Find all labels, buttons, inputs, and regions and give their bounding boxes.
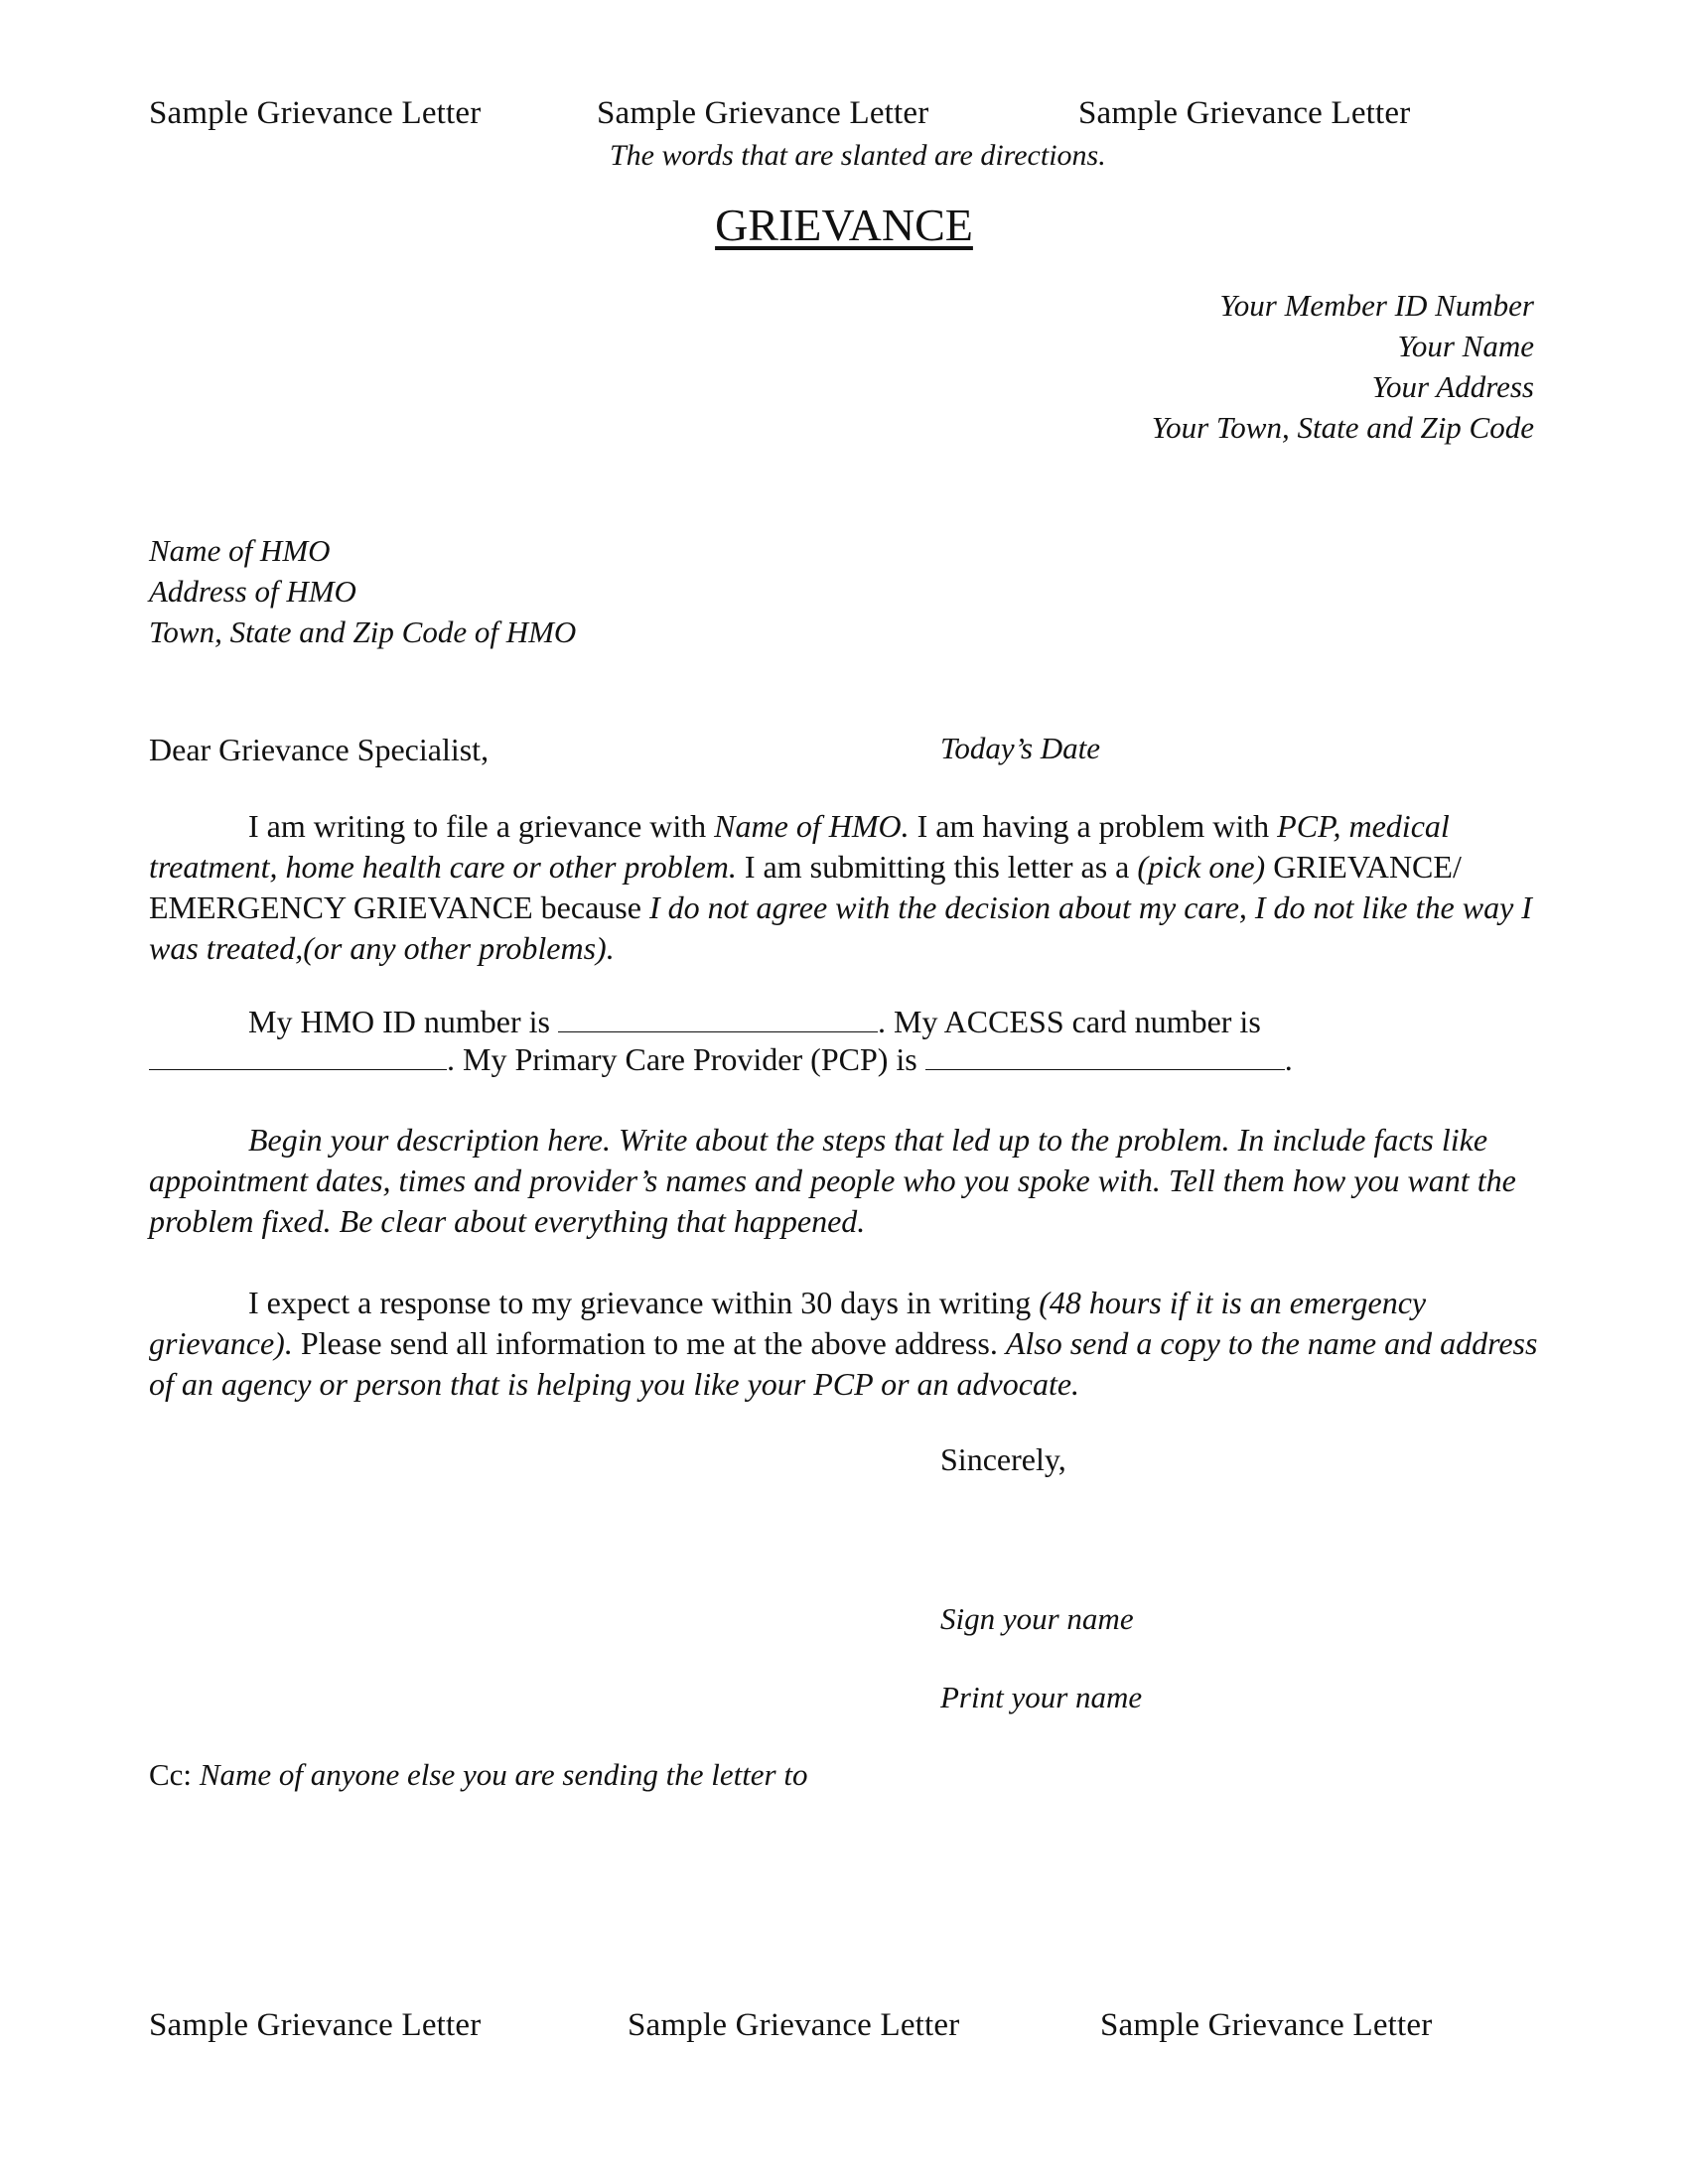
- recipient-name: Name of HMO: [149, 533, 331, 568]
- footer-left: Sample Grievance Letter: [149, 2007, 482, 2043]
- recipient-town: Town, State and Zip Code of HMO: [149, 614, 577, 649]
- sender-name: Your Name: [1397, 329, 1534, 363]
- print-line: Print your name: [940, 1680, 1143, 1714]
- recipient-address: Address of HMO: [149, 574, 356, 609]
- p2-text-1: My HMO ID number is: [248, 1004, 558, 1039]
- p4-text-1: I expect a response to my grievance within 30 days in writing: [248, 1285, 1040, 1320]
- p1-direction-pick: (pick one): [1137, 849, 1266, 885]
- p1-direction-hmo: Name of HMO.: [714, 808, 910, 844]
- sender-member-id: Your Member ID Number: [1219, 288, 1534, 323]
- hmo-id-blank: [558, 1006, 878, 1032]
- header-left: Sample Grievance Letter: [149, 95, 482, 131]
- p1-text-3: I am submitting this letter as a: [736, 849, 1138, 885]
- pcp-blank: [925, 1043, 1285, 1070]
- paragraph-description: [149, 1120, 1544, 1242]
- p2-text-4: .: [1284, 1041, 1293, 1077]
- p2-text-2: . My ACCESS card number is: [877, 1004, 1261, 1039]
- sender-address: Your Address: [1371, 369, 1534, 404]
- directions-note: The words that are slanted are directions.: [610, 139, 1106, 172]
- header-right: Sample Grievance Letter: [1078, 95, 1411, 131]
- p2-text-3: . My Primary Care Provider (PCP) is: [447, 1041, 925, 1077]
- access-card-blank: [149, 1043, 447, 1070]
- salutation: Dear Grievance Specialist,: [149, 732, 490, 767]
- sender-town: Your Town, State and Zip Code: [1151, 410, 1534, 445]
- footer-right: Sample Grievance Letter: [1100, 2007, 1433, 2043]
- header-center: Sample Grievance Letter: [597, 95, 929, 131]
- p1-text-1: I am writing to file a grievance with: [248, 808, 715, 844]
- p1-text-2: I am having a problem with: [909, 808, 1278, 844]
- cc-line: [149, 1757, 808, 1793]
- paragraph-response: [149, 1283, 1544, 1405]
- cc-direction: Name of anyone else you are sending the letter to: [199, 1757, 808, 1792]
- footer-center: Sample Grievance Letter: [628, 2007, 960, 2043]
- p4-direction-emergency: (48 hours if it is an emergency grievance).: [149, 1285, 1427, 1361]
- cc-label: Cc:: [149, 1757, 200, 1792]
- paragraph-ids: [149, 1003, 1544, 1078]
- p4-text-2: Please send all information to me at the above address.: [292, 1325, 1006, 1361]
- p4-direction-copy: Also send a copy to the name and address of an agency or person that is helping you like your PCP or an advocate.: [149, 1325, 1538, 1402]
- p1-text-4: GRIEVANCE/ EMERGENCY GRIEVANCE because: [149, 849, 1462, 925]
- paragraph-reason: [149, 806, 1544, 969]
- p3-direction: Begin your description here. Write about the steps that led up to the problem. In include facts like appointment dates, times and provider’s names and people who you spoke with. Tell them how you want the problem fixed. Be clear about everything that happened.: [149, 1122, 1516, 1239]
- closing: Sincerely,: [940, 1441, 1066, 1477]
- page-title: GRIEVANCE: [715, 200, 973, 250]
- p1-direction-problem: PCP, medical treatment, home health care or other problem.: [149, 808, 1450, 885]
- sign-line: Sign your name: [940, 1601, 1134, 1636]
- p1-direction-reason: I do not agree with the decision about my care, I do not like the way I was treated,(or any other problems).: [149, 889, 1532, 966]
- letter-date: Today’s Date: [940, 731, 1101, 765]
